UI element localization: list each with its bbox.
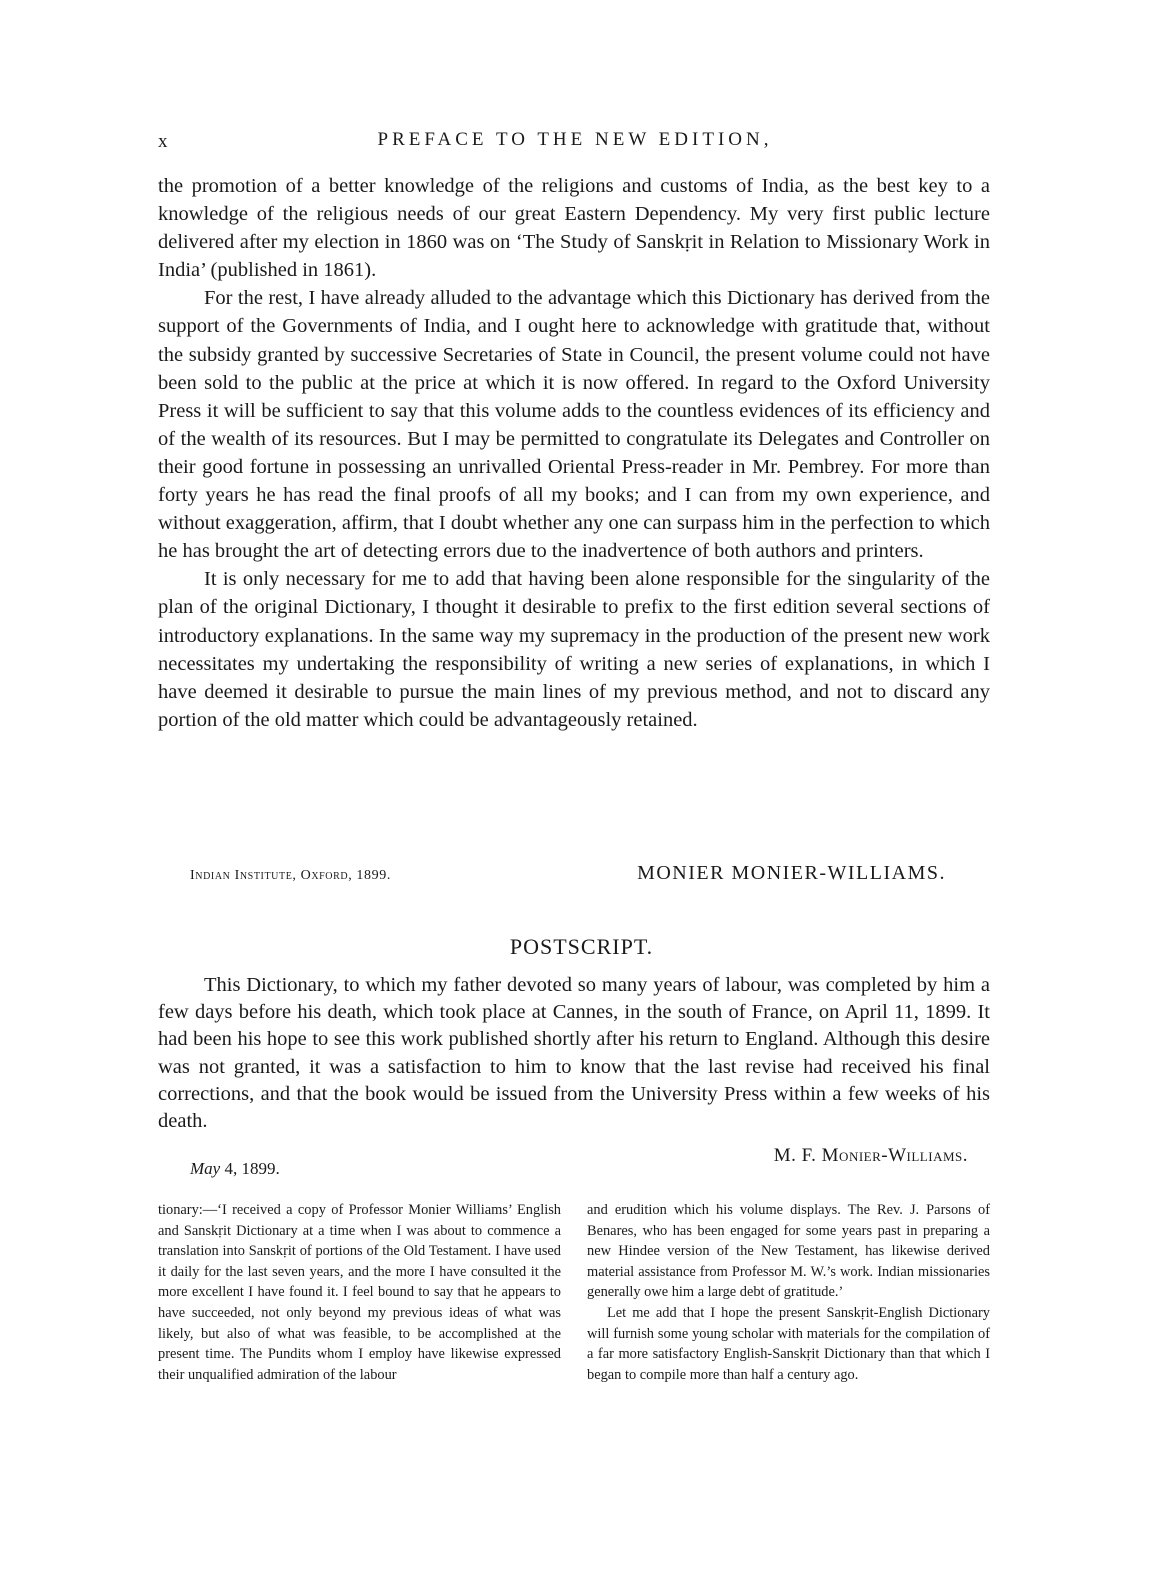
postscript-signer: M. F. Monier-Williams. [773,1145,968,1166]
postscript-body [158,972,990,1135]
postscript-date [190,1159,280,1179]
signature-place: Indian Institute, Oxford, 1899. [190,868,391,883]
preface-body [158,172,990,734]
preface-signature [190,862,950,892]
preface-paragraph: It is only necessary for me to add that having been alone responsible for the singularity of the plan of the original Dictionary, I thought it desirable to prefix to the first edition several sections of introductory explanations. In the same way my supremacy in the production of the present new work necessitates my undertaking the responsibility of writing a new series of explanations, in which I have deemed it desirable to pursue the main lines of my previous method, and not to discard any portion of the old matter which could be advantageously retained. [158,568,990,731]
postscript-date-rest: 4, 1899. [224,1159,280,1178]
page-number: x [158,131,168,152]
running-title: PREFACE TO THE NEW EDITION, [377,129,773,150]
preface-paragraph: the promotion of a better knowledge of the religions and customs of India, as the best key to a knowledge of the religious needs of our great Eastern Dependency. My very first public lecture delivered after my election in 1860 was on ‘The Study of Sanskṛit in Relation to Missionary Work in India’ (published in 1861). [158,175,990,282]
footnote-paragraph: Let me add that I hope the present Sanskṛit-English Dictionary will furnish some young scholar with materials for the compilation of a far more satisfactory English-Sanskṛit Dictionary than that which I began to compile more than half a century ago. [587,1304,990,1383]
footnote-right-column [587,1200,990,1385]
footnote-paragraph: and erudition which his volume displays. The Rev. J. Parsons of Benares, who has been engaged for some years past in preparing a new Hindee version of the New Testament, has likewise derived material assistance from Professor M. W.’s work. Indian missionaries generally owe him a large debt of gratitude.’ [587,1202,990,1301]
footnotes [158,1200,990,1385]
postscript-paragraph: This Dictionary, to which my father devoted so many years of labour, was completed by him a few days before his death, which took place at Cannes, in the south of France, on April 11, 1899. It had been his hope to see this work published shortly after his return to England. Although this desire was not granted, it was a satisfaction to him to know that the last revise had received his final corrections, and that the book would be issued from the University Press within a few weeks of his death. [158,974,990,1133]
preface-paragraph: For the rest, I have already alluded to the advantage which this Dictionary has derived from the support of the Governments of India, and I ought here to acknowledge with gratitude that, without the subsidy granted by successive Secretaries of State in Council, the present volume could not have been sold to the public at the price at which it is now offered. In regard to the Oxford University Press it will be sufficient to say that this volume adds to the countless evidences of its efficiency and of the wealth of its resources. But I may be permitted to congratulate its Delegates and Controller on their good fortune in possessing an unrivalled Oriental Press-reader in Mr. Pembrey. For more than forty years he has read the final proofs of all my books; and I can from my own experience, and without exaggeration, affirm, that I doubt whether any one can surpass him in the perfection to which he has brought the art of detecting errors due to the inadvertence of both authors and printers. [158,287,990,563]
footnote-left-column [158,1200,561,1385]
postscript-title: POSTSCRIPT. [509,934,654,959]
footnote-paragraph: tionary:—‘I received a copy of Professor Monier Williams’ English and Sanskṛit Dictionary at a time when I was about to commence a translation into Sanskṛit of portions of the Old Testament. I have used it daily for the last seven years, and the more I have consulted it the more excellent I have found it. I feel bound to say that he appears to have succeeded, not only beyond my previous ideas of what was likely, but also of what was feasible, to be accomplished at the present time. The Pundits whom I employ have likewise expressed their unqualified admiration of the labour [158,1202,561,1383]
postscript-date-month: May [190,1159,221,1178]
signature-name: MONIER MONIER-WILLIAMS. [637,862,946,884]
